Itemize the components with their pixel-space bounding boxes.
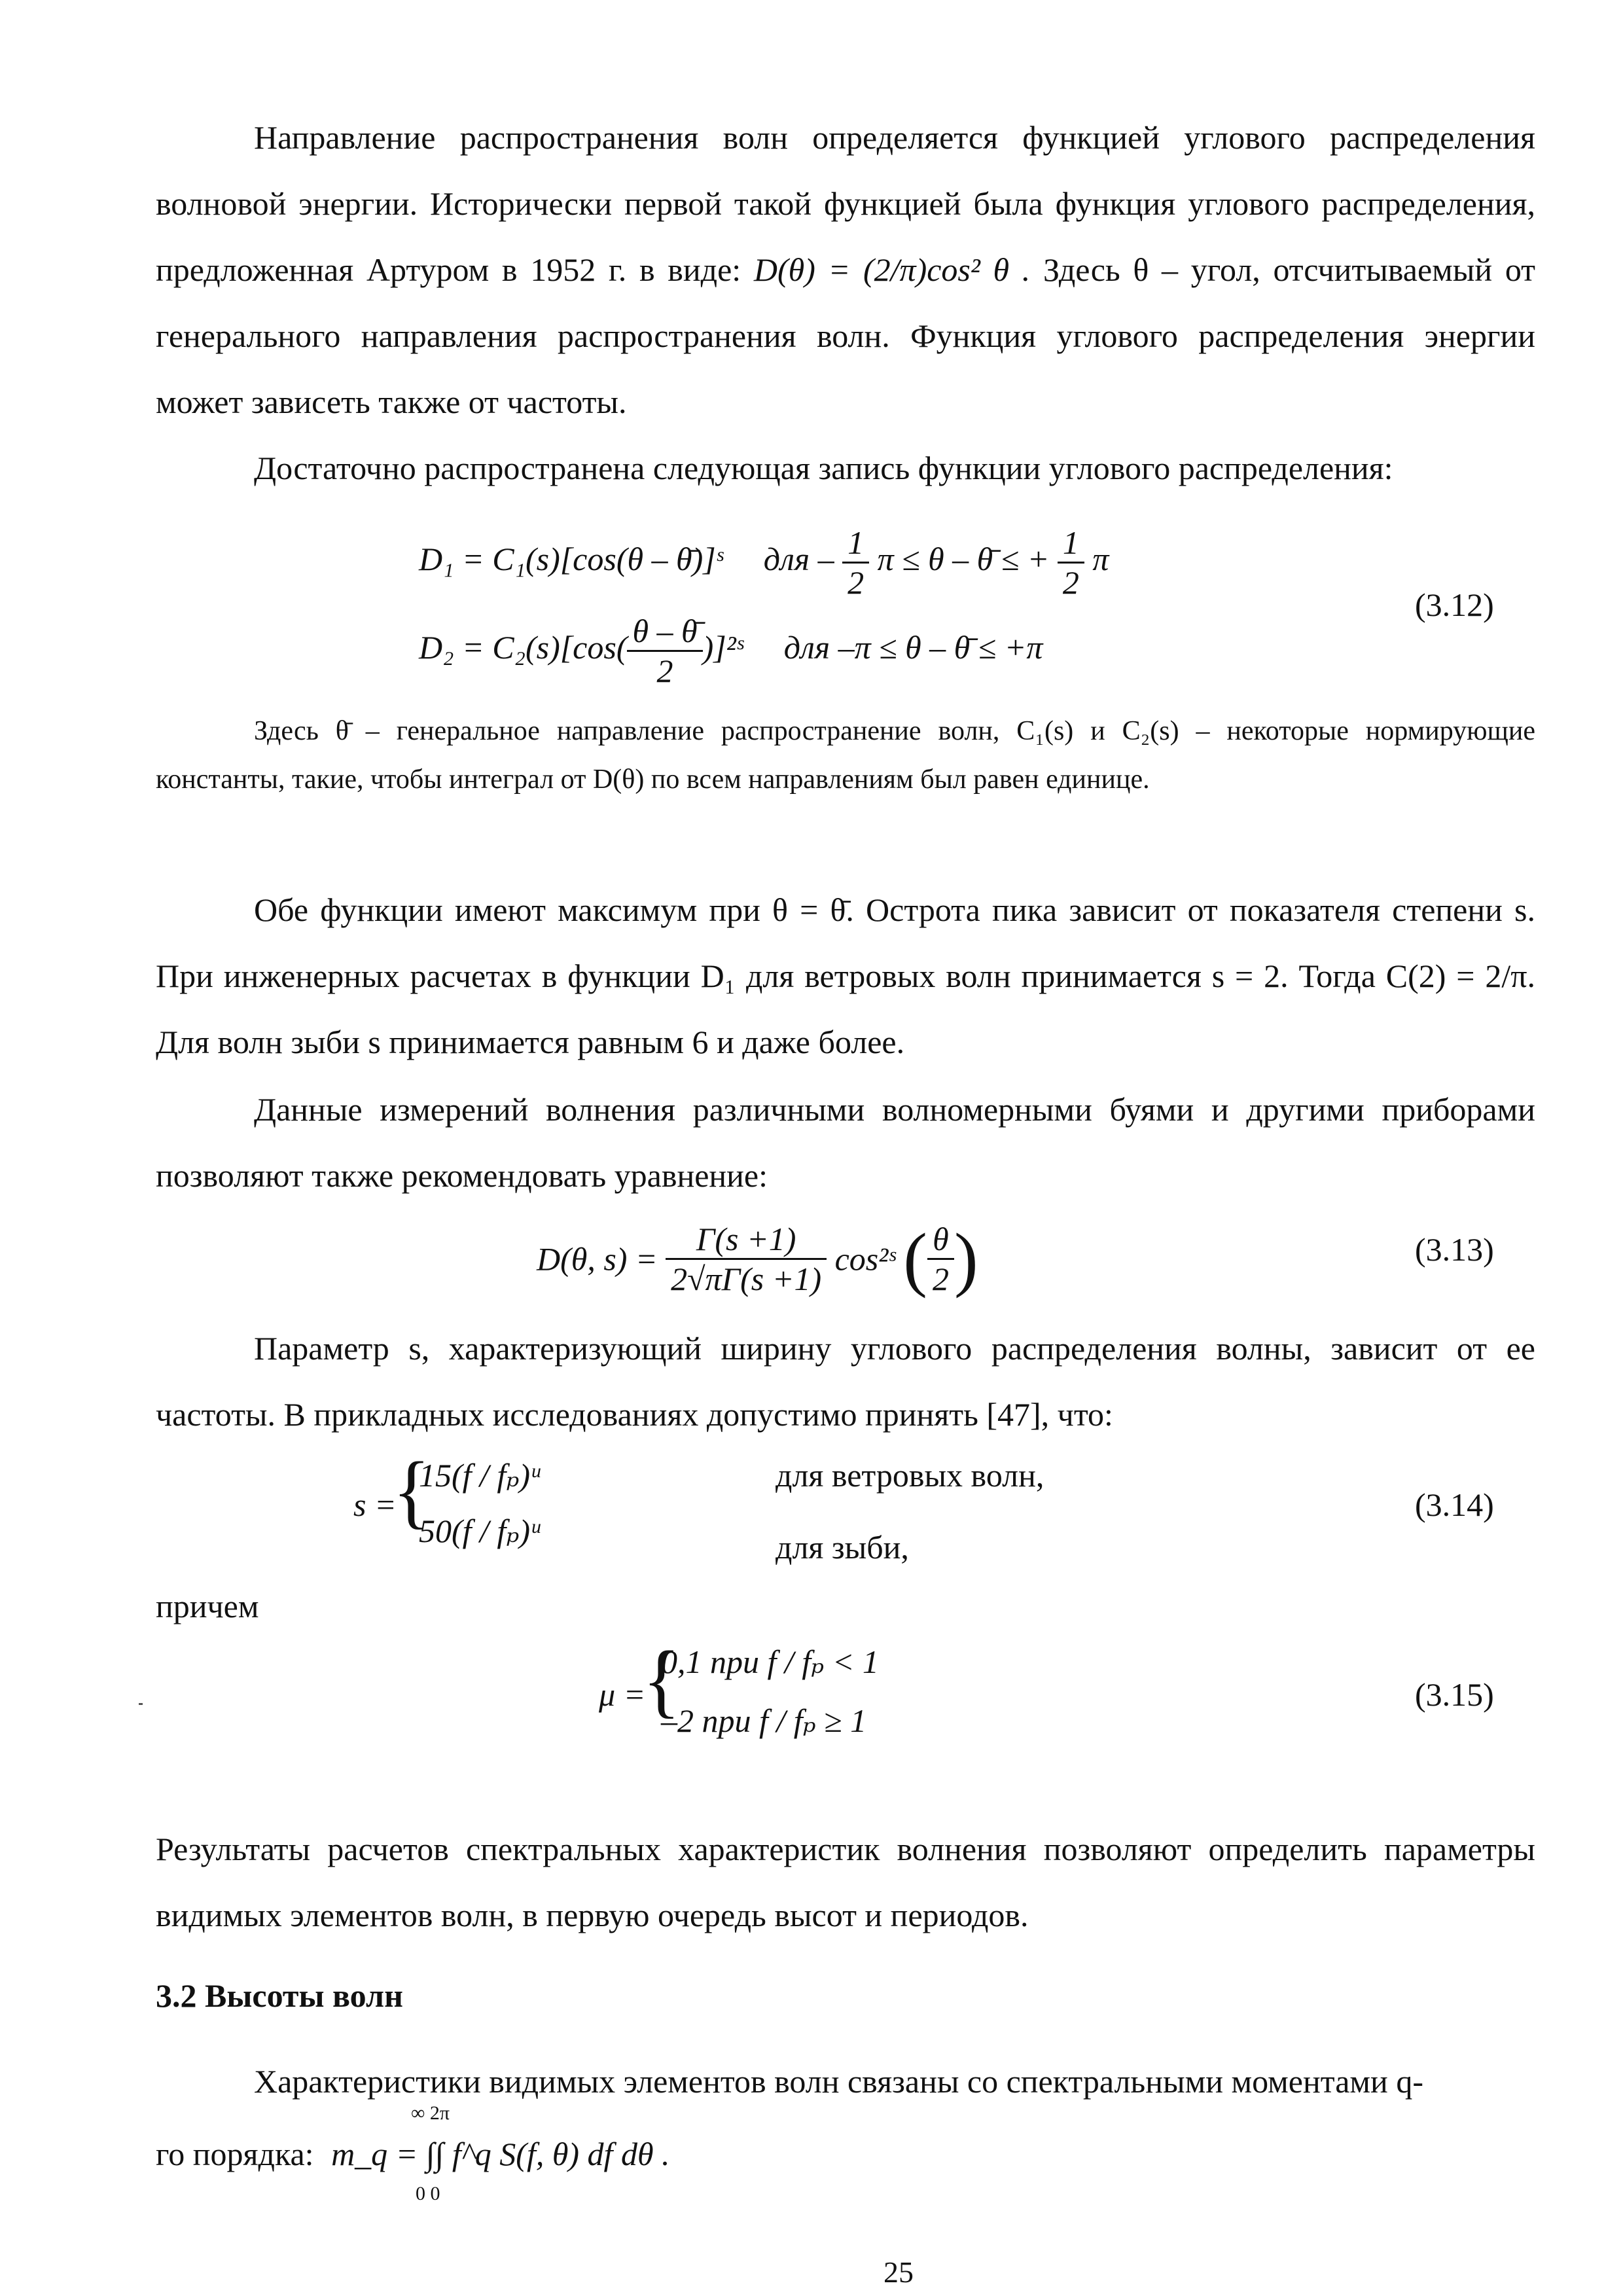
eq-3-12-line2-left-end: )]²ˢ: [702, 628, 743, 666]
eq-3-12-line2-cond: для –π ≤ θ – θ̄ ≤ +π: [783, 628, 1043, 666]
fraction-half: $\frac{1}{2}$: [842, 524, 869, 601]
eq-3-12-line1-cond: для –: [763, 540, 834, 577]
arthur-formula: D(θ) = (2/π)cos² θ .: [753, 251, 1031, 288]
equation-number: (3.15): [1415, 1676, 1494, 1713]
paragraph-note: Здесь θ̄ – генеральное направление распространение волн, C₁(s) и C₂(s) – некоторые нормирующие константы, такие, чтобы интеграл от D(θ) по всем направлениям был равен единице.: [156, 716, 1535, 795]
scan-speck: [139, 1703, 143, 1705]
paren-close: ): [954, 1219, 978, 1299]
eq-3-15-case1: 0,1 при f / fₚ < 1: [661, 1643, 879, 1680]
fraction-half-2: $\frac{1}{2}$: [1058, 524, 1084, 601]
paragraph-results: Результаты расчетов спектральных характеристик волнения позволяют определить параметры видимых элементов волн, в первую очередь высот и периодов.: [156, 1831, 1535, 1933]
eq-3-15-left: μ =: [599, 1676, 646, 1713]
fraction-theta-over-2: $\frac{\theta}{2}$: [927, 1220, 954, 1298]
brace: {: [643, 1634, 681, 1726]
eq-3-14-case1: 15(f / fₚ)ᵘ: [419, 1457, 540, 1494]
paragraph-maximum: Обе функции имеют максимум при θ = θ̄. Острота пика зависит от показателя степени s. При инженерных расчетах в функции D₁ для ветровых волн принимается s = 2. Тогда C(2) = 2/π. Для волн зыби s принимается равным 6 и даже более.: [156, 891, 1535, 1060]
section-heading: 3.2 Высоты волн: [156, 1977, 403, 2014]
paragraph-intro-3-12: Достаточно распространена следующая запись функции углового распределения:: [254, 450, 1393, 486]
moments-line: [156, 2135, 670, 2173]
paragraph-measurements: Данные измерений волнения различными волномерными буями и другими приборами позволяют также рекомендовать уравнение:: [156, 1091, 1535, 1194]
eq-3-14-label2: для зыби,: [776, 1529, 909, 1566]
paragraph-text-continued: Здесь θ – угол, отсчитываемый от генерального направления распространения волн. Функция углового распределения энергии может зависеть также от частоты.: [156, 251, 1536, 420]
eq-3-13-body: [537, 1217, 978, 1300]
page-number: 25: [883, 2255, 914, 2289]
eq-3-14-left: s =: [353, 1486, 397, 1523]
equation-number: (3.13): [1415, 1231, 1494, 1268]
eq-3-15-case2: –2 при f / fₚ ≥ 1: [661, 1702, 867, 1739]
integral-lower-limits: 0 0: [416, 2183, 440, 2204]
eq-3-12-line1-left: D₁ = C₁(s)[cos(θ – θ̄)]ˢ: [419, 540, 723, 577]
moments-prefix: го порядка:: [156, 2136, 314, 2172]
brace: {: [393, 1444, 431, 1537]
integral-upper-limits: ∞ 2π: [411, 2102, 450, 2124]
eq-3-12-line1-cond-end: π: [1092, 540, 1109, 577]
eq-3-14-label1: для ветровых волн,: [776, 1457, 1044, 1494]
eq-3-12-line2-left: D₂ = C₂(s)[cos(: [419, 628, 628, 666]
fraction-theta-half: $\frac{\theta - \thetā}{2}$: [627, 612, 702, 690]
fraction-gamma: $\frac{\Gamma(s +1)}{2√\pi\Gamma(s +1)}$: [666, 1220, 827, 1298]
moment-formula: m_q = ∫∫ f^q S(f, θ) df dθ .: [331, 2136, 670, 2172]
equation-number: (3.14): [1415, 1486, 1494, 1523]
paragraph-parameter-s: Параметр s, характеризующий ширину углового распределения волны, зависит от ее частоты. В прикладных исследованиях допустимо принять [47], что:: [156, 1330, 1535, 1433]
eq-3-14-case2: 50(f / fₚ)ᵘ: [419, 1513, 540, 1549]
eq-3-12-line1-cond-mid: π ≤ θ – θ̄ ≤ +: [877, 540, 1050, 577]
paragraph-angular-distribution: [156, 105, 1535, 435]
paren-open: (: [903, 1219, 927, 1299]
equation-number: (3.12): [1415, 586, 1494, 623]
paragraph-text: Направление распространения волн определяется функцией углового распределения волновой энергии. Исторически первой такой функцией была функция углового распределения, предложенная Артуром в 1952 г. в виде:: [156, 119, 1535, 288]
word-prichem: причем: [156, 1588, 259, 1624]
eq-3-12-line2: [419, 612, 1043, 690]
eq-3-12-line1: [419, 524, 1109, 601]
eq-3-13-cos: cos²ˢ: [834, 1240, 895, 1278]
eq-3-13-left: D(θ, s) =: [537, 1240, 658, 1278]
paragraph-moments: Характеристики видимых элементов волн связаны со спектральными моментами q-: [254, 2063, 1423, 2100]
